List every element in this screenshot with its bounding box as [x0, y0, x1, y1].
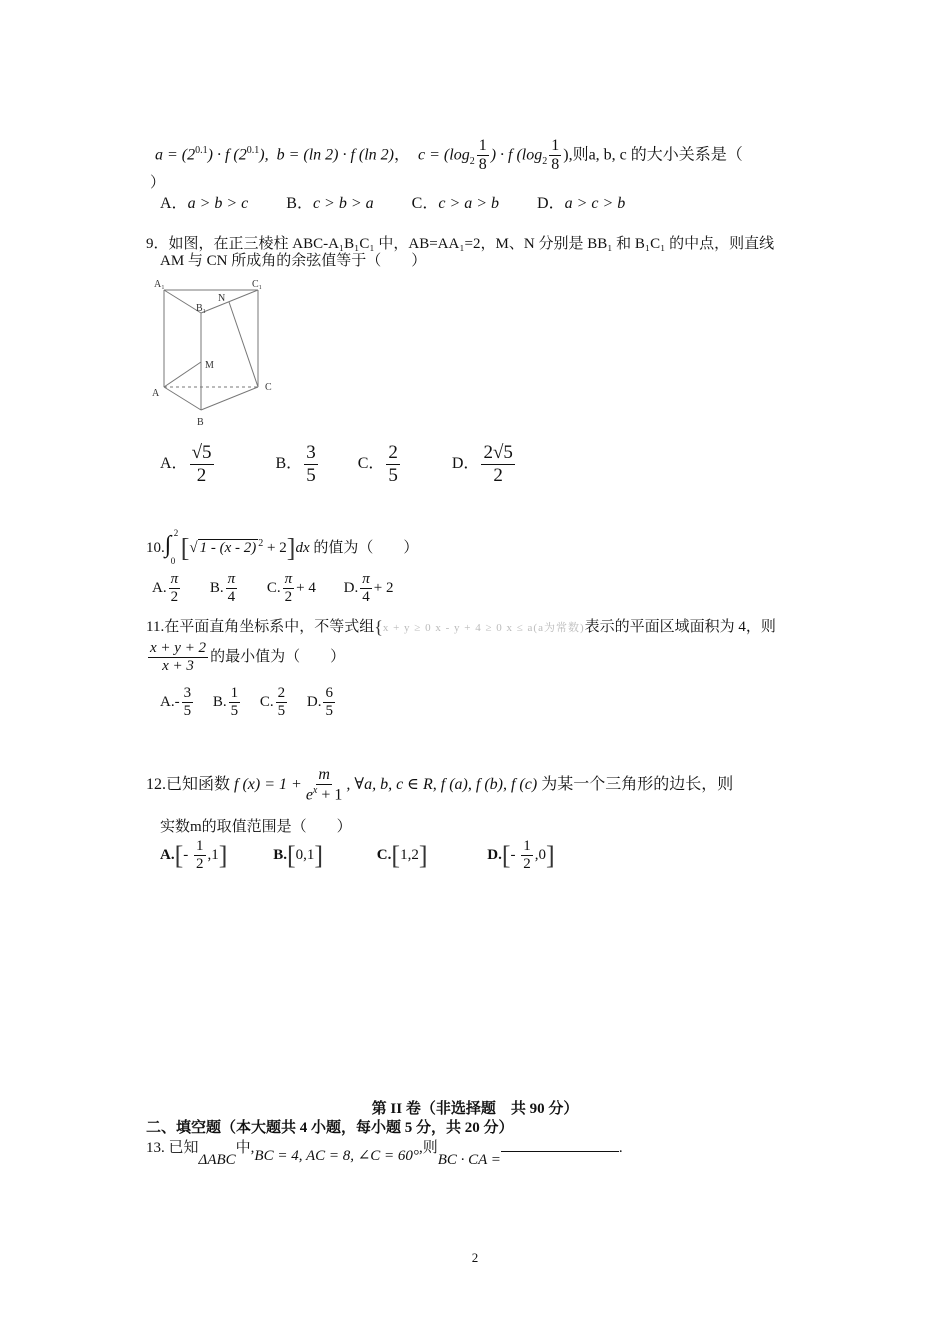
q11-line1: 11.在平面直角坐标系中，不等式组{x + y ≥ 0 x - y + 4 ≥ 0 x ≤ a(a为常数)表示的平面区域面积为 4，则	[146, 617, 776, 638]
q9-options: A． $\frac{√5}{2}$ B． $\frac{3}{5}$ C． $\frac{2}{5}$ D． $\frac{2√5}{2}$	[160, 442, 513, 486]
q12-options: A.[- $\frac{1}{2}$ ,1] B.[0,1] C.[1,2] D.[- $\frac{1}{2}$ ,0]	[160, 838, 555, 873]
q12-line2: 实数m的取值范围是（ ）	[160, 819, 352, 835]
section2-heading: 二、填空题（本大题共 4 小题，每小题 5 分，共 20 分）	[146, 1120, 514, 1136]
q10-question: 10.∫ 2 0 [√ 1 - (x - 2) $^2$ + 2]dx 的值为（ ）	[146, 528, 419, 566]
q8-definitions: $a = (2^{0.1}) \cdot f$ $(2^{0.1})$, b = (ln 2) · f (ln 2)， $c = (\log_2$ $\frac{1}{8}$ ) · f ($\log_2$ $\frac{1}{8}$ ),则a, b, c 的大小关系是（	[155, 137, 743, 174]
label-a: A	[152, 388, 160, 399]
section2-title: 第 II 卷（非选择题 共 90 分）	[371, 1101, 579, 1117]
q13-question: 13. 已知ΔABC中,BC = 4, AC = 8, ∠C = 60°,则BC · CA =.	[146, 1136, 623, 1157]
q11-options: A.- $\frac{3}{5}$ B. $\frac{1}{5}$ C. $\frac{2}{5}$ D. $\frac{6}{5}$	[160, 685, 333, 720]
prism-figure	[148, 276, 283, 432]
q9-line2: AM 与 CN 所成角的余弦值等于（ ）	[160, 253, 427, 269]
label-a1: A₁	[154, 279, 165, 290]
label-b1: B₁	[196, 303, 207, 314]
q11-system: x + y ≥ 0 x - y + 4 ≥ 0 x ≤ a(a为常数)	[382, 622, 585, 634]
label-b: B	[197, 417, 204, 428]
q9-line1: 9．如图，在正三棱柱 ABC-A₁B₁C₁ 中，AB=AA₁=2，M、N 分别是 BB₁ 和 B₁C₁ 的中点，则直线	[146, 236, 775, 252]
label-c: C	[265, 382, 272, 393]
label-n: N	[218, 293, 226, 304]
q8-options: A．a > b > c B．c > b > a C．c > a > b D．a > c > b	[160, 195, 626, 212]
label-c1: C₁	[252, 279, 263, 290]
answer-blank[interactable]	[501, 1137, 619, 1152]
label-m: M	[205, 360, 214, 371]
q11-line2: $\frac{x + y + 2}{x + 3}$ 的最小值为（ ）	[150, 640, 346, 675]
q8-frac: $\frac{1}{8}$	[478, 137, 487, 174]
q10-options: A. $\frac{\pi}{2}$ B. $\frac{\pi}{4}$ C. $\frac{\pi}{2}$ + 4 D. $\frac{\pi}{4}$ + 2	[152, 571, 394, 606]
q8-close: ）	[150, 175, 166, 191]
page-number: 2	[471, 1250, 479, 1265]
q8-frac-2: $\frac{1}{8}$	[551, 137, 560, 174]
q12-line1: 12.已知函数 f (x) = 1 + $\frac{m}{e^x + 1}$ , ∀a, b, c ∈ R, f (a), f (b), f (c) 为某一个三角形的边长，则	[146, 766, 734, 804]
